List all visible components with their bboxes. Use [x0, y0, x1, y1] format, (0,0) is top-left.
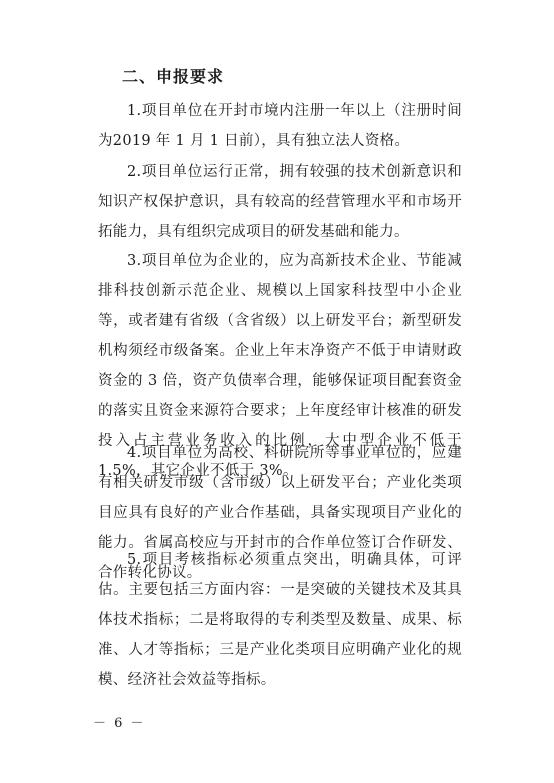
requirement-paragraph-5: 5.项目考核指标必须重点突出，明确具体，可评估。主要包括三方面内容：一是突破的关键技术及其具体技术指标；二是将取得的专利类型及数量、成果、标准、人才等指标；三是产业化类项目应明确产业化的规模、经济社会效益等指标。 — [98, 552, 462, 688]
requirement-paragraph-4: 4.项目单位为高校、科研院所等事业单位的，应建有相关研发市级（含市级）以上研发平台；产业化类项目应具有良好的产业合作基础，具备实现项目产业化的能力。省属高校应与开封市的合作单位签订合作研发、合作转化协议。 — [98, 445, 462, 581]
page-number: － 6 － — [93, 716, 146, 731]
requirement-paragraph-2: 2.项目单位运行正常，拥有较强的技术创新意识和知识产权保护意识，具有较高的经营管理水平和市场开拓能力，具有组织完成项目的研发基础和能力。 — [98, 164, 462, 240]
requirement-paragraph-3: 3.项目单位为企业的，应为高新技术企业、节能减排科技创新示范企业、规模以上国家科技型中小企业等，或者建有省级（含省级）以上研发平台；新型研发机构须经市级备案。企业上年末净资产不低于申请财政资金的 3 倍，资产负债率合理，能够保证项目配套资金的落实且资金来源符合要求；上年度经审计核准的研发投入占主营业务收入的比例，大中型企业不低于 1.5%，其它企业不低于 3%。 — [98, 253, 462, 479]
requirement-paragraph-1: 1.项目单位在开封市境内注册一年以上（注册时间为2019 年 1 月 1 日前），具有独立法人资格。 — [98, 103, 462, 149]
section-heading: 二、申报要求 — [122, 67, 225, 86]
